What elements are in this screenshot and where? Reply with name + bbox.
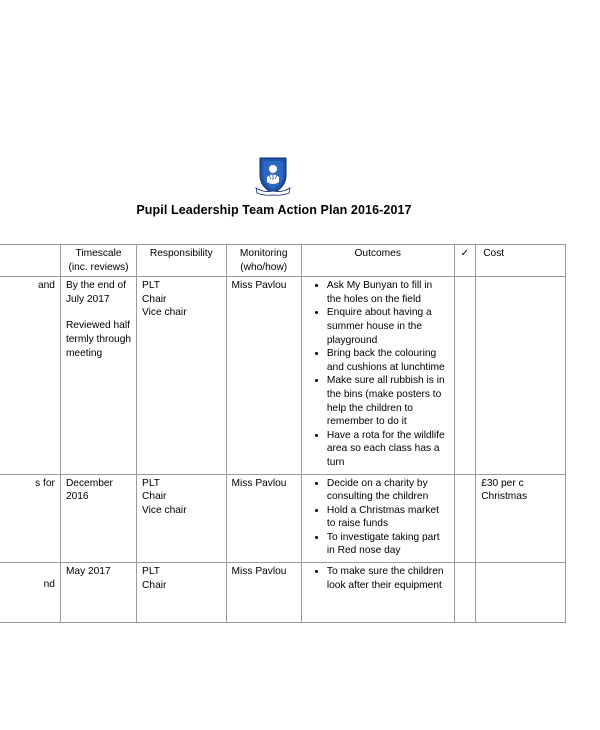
row-outcomes	[301, 474, 454, 563]
outcomes-list	[307, 477, 449, 559]
row-responsibility	[137, 277, 227, 474]
page-title	[0, 203, 548, 217]
responsibility-line: Vice chair	[142, 307, 187, 319]
responsibility-line: Chair	[142, 293, 167, 305]
row-timescale-line1: By the end of July 2017	[65, 280, 126, 305]
header-first	[0, 245, 60, 277]
table-row	[0, 474, 566, 563]
responsibility-line: Vice chair	[142, 504, 187, 516]
table-row	[0, 277, 566, 474]
header-monitoring	[226, 245, 301, 277]
page-title-text: Pupil Leadership Team Action Plan 2016-2017	[136, 203, 412, 217]
row-check	[454, 277, 476, 474]
row-cost-line2: Christmas	[481, 491, 528, 503]
row-timescale	[60, 563, 136, 623]
row-first-cell	[0, 563, 60, 623]
outcome-item: • Decide on a charity by consulting the children	[327, 477, 449, 504]
row-monitoring: Miss Pavlou	[226, 277, 301, 474]
header-monitoring-label: Monitoring	[239, 248, 288, 259]
outcome-item: • Have a rota for the wildlife area so each class has a turn	[327, 429, 449, 470]
row-cost-line1: £30 per c	[481, 477, 524, 489]
header-timescale-sub: (inc. reviews)	[68, 261, 129, 273]
row-timescale-line1: May 2017	[65, 566, 111, 578]
row-cost	[476, 474, 566, 563]
table-header-row	[0, 245, 566, 277]
row-cost	[476, 277, 566, 474]
responsibility-line: Chair	[142, 491, 167, 503]
outcome-item: • Ask My Bunyan to fill in the holes on the field	[327, 279, 449, 306]
row-timescale	[60, 277, 136, 474]
outcome-item: • Hold a Christmas market to raise funds	[327, 504, 449, 531]
row-timescale-line1: December 2016	[65, 477, 113, 503]
row-cost	[476, 563, 566, 623]
row-monitoring: Miss Pavlou	[226, 474, 301, 563]
outcome-item: • To investigate taking part in Red nose day	[327, 531, 449, 558]
action-plan-table-wrapper	[0, 244, 600, 591]
outcome-item: • Make sure all rubbish is in the bins (make posters to help the children to remember to do it	[327, 374, 449, 428]
header-responsibility: Responsibility	[137, 245, 227, 277]
responsibility-line: PLT	[142, 280, 160, 292]
outcomes-list	[307, 565, 449, 592]
row-responsibility	[137, 563, 227, 623]
responsibility-line: PLT	[142, 477, 160, 489]
header-timescale	[60, 245, 136, 277]
row-first-cell: and	[0, 277, 60, 474]
responsibility-line: PLT	[142, 566, 160, 578]
row-check	[454, 563, 476, 623]
row-responsibility	[137, 474, 227, 563]
row-timescale	[60, 474, 136, 563]
header-monitoring-sub: (who/how)	[240, 261, 288, 273]
header-outcomes: Outcomes	[301, 245, 454, 277]
header-timescale-label: Timescale	[75, 248, 122, 259]
outcome-item: • Enquire about having a summer house in the playground	[327, 306, 449, 347]
row-outcomes	[301, 563, 454, 623]
header-cost: Cost	[476, 245, 566, 277]
responsibility-line: Chair	[142, 579, 167, 591]
row-timescale-line2: Reviewed half termly through meeting	[65, 320, 132, 359]
table-row	[0, 563, 566, 623]
row-first-cell: s for	[0, 474, 60, 563]
row-outcomes	[301, 277, 454, 474]
outcome-item: • To make sure the children look after their equipment	[327, 565, 449, 592]
row-first-text: nd	[43, 579, 55, 591]
row-check	[454, 474, 476, 563]
header-check-icon: ✓	[454, 245, 476, 277]
action-plan-table	[0, 244, 566, 623]
school-crest-icon	[254, 155, 292, 197]
row-monitoring: Miss Pavlou	[226, 563, 301, 623]
outcome-item: • Bring back the colouring and cushions at lunchtime	[327, 347, 449, 374]
outcomes-list	[307, 279, 449, 469]
